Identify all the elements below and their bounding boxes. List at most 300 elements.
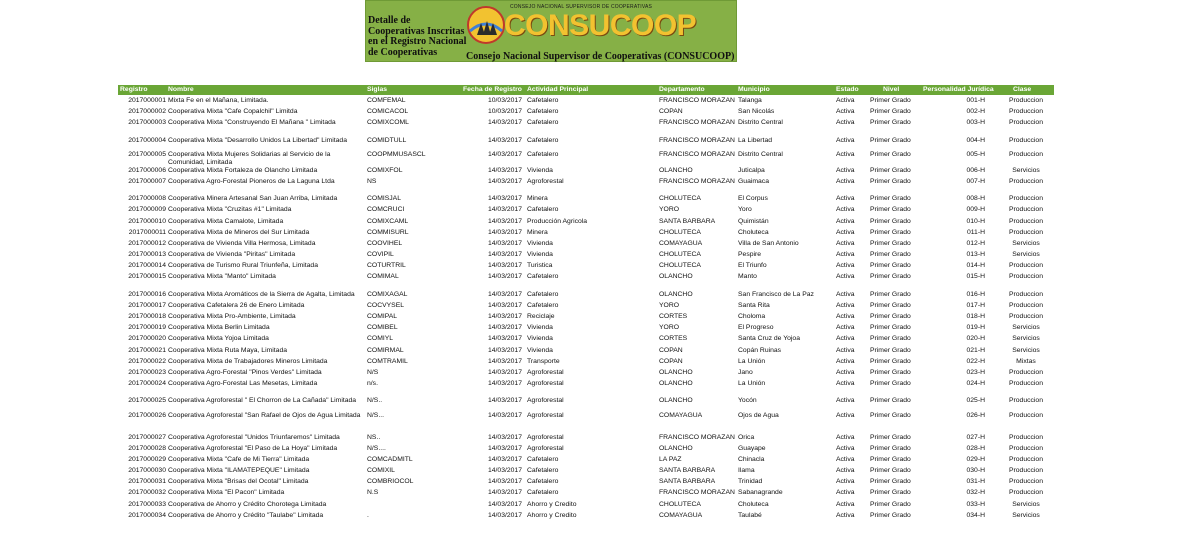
cell-dep: OLANCHO	[659, 444, 693, 452]
cell-niv: Primer Grado	[870, 177, 911, 185]
cooperatives-table	[118, 85, 1054, 521]
cell-per: 014-H	[966, 262, 985, 270]
cell-dep: COPAN	[659, 357, 683, 365]
cell-niv: Primer Grado	[870, 380, 911, 388]
cell-act: Turistica	[527, 262, 553, 270]
cell-dep: YORO	[659, 206, 680, 214]
cell-niv: Primer Grado	[870, 346, 911, 354]
cell-nom: Cooperativa de Ahorro y Crédito "Taulabe" Limitada	[168, 511, 324, 519]
logo-tagline: CONSEJO NACIONAL SUPERVISOR DE COOPERATIVAS	[510, 4, 653, 10]
cell-niv: Primer Grado	[870, 324, 911, 332]
cell-sig: COMIYL	[367, 335, 394, 343]
cell-est: Activa	[836, 251, 855, 259]
cell-fec: 14/03/2017	[487, 150, 522, 158]
cell-mun: Juticalpa	[738, 166, 765, 174]
table-row	[118, 216, 1054, 227]
cell-act: Ahorro y Credito	[527, 511, 577, 519]
cell-cla: Produccion	[1008, 397, 1043, 405]
cell-reg: 2017000005	[128, 150, 166, 158]
table-row	[118, 106, 1054, 117]
cell-niv: Primer Grado	[870, 511, 911, 519]
cell-act: Cafetalero	[527, 290, 559, 298]
cell-niv: Primer Grado	[870, 262, 911, 270]
cell-est: Activa	[836, 346, 855, 354]
cell-niv: Primer Grado	[870, 489, 911, 497]
cell-sig: COMCRUCI	[367, 206, 405, 214]
cell-per: 024-H	[966, 380, 985, 388]
cell-est: Activa	[836, 228, 855, 236]
cell-nom: Cooperativa Mixta de Mineros del Sur Limitada	[168, 228, 310, 236]
cell-fec: 14/03/2017	[487, 136, 522, 144]
cell-mun: Quimistán	[738, 217, 769, 225]
cell-reg: 2017000018	[128, 313, 166, 320]
cell-sig: COMFEMAL	[367, 97, 406, 104]
cell-reg: 2017000022	[128, 357, 166, 365]
cell-per: 030-H	[966, 467, 985, 475]
cell-cla: Produccion	[1008, 433, 1043, 441]
table-row	[118, 311, 1054, 322]
cell-est: Activa	[836, 380, 855, 388]
cell-act: Cafetalero	[527, 119, 559, 127]
cell-sig: COMIXCOML	[367, 119, 409, 127]
cell-reg: 2017000025	[128, 397, 166, 405]
cell-nom: Cooperativa Agroforestal " El Chorron de La Cañada" Limitada	[168, 397, 357, 405]
cell-reg: 2017000011	[128, 228, 166, 236]
cell-reg: 2017000028	[128, 444, 166, 452]
table-body	[118, 95, 1054, 521]
cell-reg: 2017000012	[128, 239, 166, 247]
cell-dep: FRANCISCO MORAZAN	[659, 177, 735, 185]
cell-reg: 2017000033	[128, 500, 166, 508]
cell-per: 007-H	[966, 177, 985, 185]
cell-act: Cafetalero	[527, 455, 559, 463]
cell-mun: La Unión	[738, 380, 766, 388]
cell-niv: Primer Grado	[870, 411, 911, 419]
cell-per: 020-H	[966, 335, 985, 343]
cell-dep: CORTES	[659, 335, 688, 343]
cell-reg: 2017000026	[128, 411, 166, 419]
cell-niv: Primer Grado	[870, 290, 911, 298]
cell-per: 013-H	[966, 251, 985, 259]
cell-sig: COMIDTULL	[367, 136, 407, 144]
cell-sig: COMIRMAL	[367, 346, 404, 354]
report-title: Detalle de Cooperativas Inscritas en el Registro Nacional de Cooperativas	[368, 15, 467, 58]
cell-est: Activa	[836, 217, 855, 225]
cell-mun: La Unión	[738, 357, 766, 365]
cell-cla: Produccion	[1008, 411, 1043, 419]
cell-nom: Cooperativa Agro-Forestal "Pinos Verdes" Limitada	[168, 368, 322, 376]
cell-est: Activa	[836, 301, 855, 309]
cell-reg: 2017000015	[128, 273, 166, 281]
cell-mun: Yoro	[738, 206, 752, 214]
table-row	[118, 356, 1054, 367]
report-banner	[365, 0, 737, 62]
cell-reg: 2017000003	[128, 119, 166, 127]
cell-fec: 14/03/2017	[487, 239, 522, 247]
cell-per: 033-H	[966, 500, 985, 508]
cell-reg: 2017000032	[128, 489, 166, 497]
cell-sig: .	[367, 511, 369, 519]
cell-dep: SANTA BARBARA	[659, 478, 716, 486]
cell-niv: Primer Grado	[870, 228, 911, 236]
cell-fec: 14/03/2017	[487, 301, 522, 309]
cell-fec: 14/03/2017	[487, 433, 522, 441]
cell-mun: Santa Cruz de Yojoa	[738, 335, 800, 343]
cell-sig: COMMISURL	[367, 228, 409, 236]
cell-per: 004-H	[966, 136, 985, 144]
col-actividad: Actividad Principal	[527, 86, 589, 93]
cell-mun: Orica	[738, 433, 755, 441]
cell-fec: 14/03/2017	[487, 489, 522, 497]
cell-fec: 14/03/2017	[487, 478, 522, 486]
table-row	[118, 395, 1054, 406]
cell-reg: 2017000020	[128, 335, 166, 343]
cell-act: Cafetalero	[527, 467, 559, 475]
cell-act: Agroforestal	[527, 411, 564, 419]
cell-nom: Cooperativa Agro-Forestal Las Mesetas, Limitada	[168, 380, 318, 388]
cell-niv: Primer Grado	[870, 206, 911, 214]
cell-nom: Cooperativa Mixta de Trabajadores Mineros Limitada	[168, 357, 328, 365]
cell-mun: San Nicolás	[738, 108, 775, 116]
cell-est: Activa	[836, 273, 855, 281]
cell-fec: 14/03/2017	[487, 313, 522, 320]
cell-nom: Cooperativa Mixta "Cruzitas #1" Limitada	[168, 206, 292, 214]
cell-reg: 2017000006	[128, 166, 166, 174]
table-row	[118, 345, 1054, 356]
cell-mun: Pespire	[738, 251, 762, 259]
col-departamento: Departamento	[659, 86, 705, 93]
cell-cla: Produccion	[1008, 313, 1043, 320]
table-row	[118, 499, 1054, 510]
cell-sig: COCVYSEL	[367, 301, 405, 309]
cell-sig: COMBRIOCOL	[367, 478, 414, 486]
cell-per: 026-H	[966, 411, 985, 419]
cell-est: Activa	[836, 397, 855, 405]
cell-mun: Copán Ruinas	[738, 346, 782, 354]
cell-per: 011-H	[966, 228, 985, 236]
col-clase: Clase	[1013, 86, 1032, 93]
cell-nom: Cooperativa de Vivienda "Piritas" Limitada	[168, 251, 296, 259]
cell-per: 005-H	[966, 150, 985, 158]
cell-sig: NS..	[367, 433, 381, 441]
cell-per: 028-H	[966, 444, 985, 452]
cell-nom: Cooperativa Mixta Mujeres Solidarias al Servicio de la Comunidad, Limitada	[168, 150, 331, 166]
cell-est: Activa	[836, 313, 855, 320]
cell-fec: 14/03/2017	[487, 119, 522, 127]
cell-est: Activa	[836, 335, 855, 343]
cell-act: Agroforestal	[527, 433, 564, 441]
cell-mun: Distrito Central	[738, 119, 783, 127]
cell-dep: LA PAZ	[659, 455, 682, 463]
table-row	[118, 300, 1054, 311]
cell-fec: 10/03/2017	[487, 97, 522, 104]
cell-mun: Ojos de Agua	[738, 411, 779, 419]
cell-niv: Primer Grado	[870, 217, 911, 225]
cell-reg: 2017000023	[128, 368, 166, 376]
cell-reg: 2017000007	[128, 177, 166, 185]
cell-per: 003-H	[966, 119, 985, 127]
cell-nom: Cooperativa Mixta "Manto" Limitada	[168, 273, 276, 281]
cell-cla: Produccion	[1008, 444, 1043, 452]
cell-dep: SANTA BARBARA	[659, 467, 716, 475]
cell-per: 031-H	[966, 478, 985, 486]
cell-reg: 2017000001	[128, 97, 166, 104]
table-row	[118, 227, 1054, 238]
cell-sig: COVIPIL	[367, 251, 394, 259]
cell-dep: FRANCISCO MORAZAN	[659, 136, 735, 144]
cell-cla: Produccion	[1008, 290, 1043, 298]
cell-act: Cafetalero	[527, 273, 559, 281]
cell-est: Activa	[836, 119, 855, 127]
cell-est: Activa	[836, 511, 855, 519]
table-row	[118, 476, 1054, 487]
cell-sig: COMIXFOL	[367, 166, 403, 174]
cell-niv: Primer Grado	[870, 150, 911, 158]
cell-per: 008-H	[966, 195, 985, 203]
cell-cla: Produccion	[1008, 455, 1043, 463]
cell-dep: FRANCISCO MORAZAN	[659, 433, 735, 441]
table-row	[118, 378, 1054, 389]
cell-est: Activa	[836, 357, 855, 365]
cell-cla: Produccion	[1008, 217, 1043, 225]
cell-fec: 14/03/2017	[487, 177, 522, 185]
cell-cla: Produccion	[1008, 489, 1043, 497]
cell-dep: COPAN	[659, 346, 683, 354]
consucoop-logo	[466, 3, 738, 49]
cell-act: Vivienda	[527, 324, 553, 332]
cell-est: Activa	[836, 166, 855, 174]
cell-est: Activa	[836, 444, 855, 452]
cell-niv: Primer Grado	[870, 195, 911, 203]
col-personalidad: Personalidad Jurídica	[923, 86, 994, 93]
cell-est: Activa	[836, 467, 855, 475]
cell-cla: Mixtas	[1016, 357, 1036, 365]
table-row	[118, 204, 1054, 215]
cell-niv: Primer Grado	[870, 368, 911, 376]
cell-act: Cafetalero	[527, 108, 559, 116]
cell-reg: 2017000016	[128, 290, 166, 298]
cell-dep: FRANCISCO MORAZAN	[659, 489, 735, 497]
col-registro: Registro	[120, 86, 148, 93]
cell-nom: Cooperativa Mixta "El Pacon" Limitada	[168, 489, 285, 497]
cell-niv: Primer Grado	[870, 166, 911, 174]
col-nivel: Nivel	[883, 86, 900, 93]
cell-fec: 14/03/2017	[487, 290, 522, 298]
cell-nom: Cooperativa Mixta "Cafe de Mi Tierra" Limitada	[168, 455, 310, 463]
cell-per: 022-H	[966, 357, 985, 365]
cell-act: Vivienda	[527, 251, 553, 259]
cell-mun: Talanga	[738, 97, 762, 104]
cell-nom: Cooperativa Mixta Ruta Maya, Limitada	[168, 346, 287, 354]
cell-act: Vivienda	[527, 346, 553, 354]
cell-niv: Primer Grado	[870, 273, 911, 281]
trees-emblem-icon	[466, 5, 506, 45]
cell-reg: 2017000019	[128, 324, 166, 332]
cell-dep: FRANCISCO MORAZAN	[659, 150, 735, 158]
cell-est: Activa	[836, 206, 855, 214]
table-row	[118, 510, 1054, 521]
cell-per: 017-H	[966, 301, 985, 309]
cell-per: 006-H	[966, 166, 985, 174]
cell-sig: COMIPAL	[367, 313, 398, 320]
cell-nom: Cooperativa de Ahorro y Crédito Chorotega Limitada	[168, 500, 327, 508]
table-row	[118, 249, 1054, 260]
cell-cla: Produccion	[1008, 195, 1043, 203]
cell-fec: 14/03/2017	[487, 251, 522, 259]
col-fecha: Fecha de Registro	[463, 86, 522, 93]
cell-per: 019-H	[966, 324, 985, 332]
cell-act: Cafetalero	[527, 489, 559, 497]
cell-mun: Taulabé	[738, 511, 762, 519]
cell-mun: La Libertad	[738, 136, 773, 144]
cell-fec: 14/03/2017	[487, 335, 522, 343]
cell-est: Activa	[836, 195, 855, 203]
col-siglas: Siglas	[367, 86, 388, 93]
cell-cla: Produccion	[1008, 380, 1043, 388]
cell-act: Agroforestal	[527, 397, 564, 405]
cell-mun: Manto	[738, 273, 757, 281]
table-row	[118, 465, 1054, 476]
cell-fec: 14/03/2017	[487, 195, 522, 203]
cell-act: Cafetalero	[527, 150, 559, 158]
table-row	[118, 260, 1054, 271]
table-row	[118, 289, 1054, 300]
cell-fec: 14/03/2017	[487, 217, 522, 225]
cell-niv: Primer Grado	[870, 335, 911, 343]
cell-fec: 14/03/2017	[487, 166, 522, 174]
cell-cla: Produccion	[1008, 228, 1043, 236]
cell-est: Activa	[836, 262, 855, 270]
cell-cla: Servicios	[1012, 251, 1040, 259]
cell-sig: NS	[367, 177, 377, 185]
cell-cla: Servicios	[1012, 346, 1040, 354]
cell-mun: Distrito Central	[738, 150, 783, 158]
table-row	[118, 117, 1054, 128]
cell-fec: 14/03/2017	[487, 206, 522, 214]
cell-mun: Guayape	[738, 444, 766, 452]
cell-act: Transporte	[527, 357, 560, 365]
cell-nom: Cooperativa Mixta Aromáticos de la Sierra de Agalta, Limitada	[168, 290, 355, 298]
cell-fec: 14/03/2017	[487, 467, 522, 475]
cell-est: Activa	[836, 489, 855, 497]
cell-est: Activa	[836, 433, 855, 441]
cell-act: Vivienda	[527, 166, 553, 174]
cell-sig: COMIBEL	[367, 324, 398, 332]
cell-est: Activa	[836, 239, 855, 247]
cell-act: Minera	[527, 228, 548, 236]
cell-est: Activa	[836, 108, 855, 116]
cell-est: Activa	[836, 97, 855, 104]
table-row	[118, 333, 1054, 344]
cell-reg: 2017000031	[128, 478, 166, 486]
cell-dep: CHOLUTECA	[659, 262, 701, 270]
cell-cla: Produccion	[1008, 108, 1043, 116]
cell-cla: Produccion	[1008, 273, 1043, 281]
cell-per: 002-H	[966, 108, 985, 116]
cell-sig: N/S...	[367, 411, 384, 419]
cell-act: Agroforestal	[527, 177, 564, 185]
cell-dep: CHOLUTECA	[659, 500, 701, 508]
cell-dep: OLANCHO	[659, 290, 693, 298]
cell-act: Agroforestal	[527, 380, 564, 388]
cell-nom: Cooperativa Mixta "Desarrollo Unidos La Libertad" Limitada	[168, 136, 347, 144]
cell-reg: 2017000013	[128, 251, 166, 259]
cell-sig: COMISJAL	[367, 195, 401, 203]
cell-dep: CORTES	[659, 313, 688, 320]
cell-dep: OLANCHO	[659, 166, 693, 174]
cell-sig: COOPMMUSASCL	[367, 150, 426, 158]
cell-dep: COMAYAGUA	[659, 239, 703, 247]
cell-reg: 2017000030	[128, 467, 166, 475]
cell-niv: Primer Grado	[870, 119, 911, 127]
cell-mun: Villa de San Antonio	[738, 239, 799, 247]
cell-dep: COMAYAGUA	[659, 511, 703, 519]
cell-nom: Cooperativa Mixta Fortaleza de Olancho Limitada	[168, 166, 318, 174]
cell-mun: San Francisco de La Paz	[738, 290, 814, 298]
cell-cla: Produccion	[1008, 177, 1043, 185]
cell-per: 001-H	[966, 97, 985, 104]
table-row	[118, 454, 1054, 465]
cell-dep: OLANCHO	[659, 397, 693, 405]
cell-mun: Yocón	[738, 397, 757, 405]
cell-dep: CHOLUTECA	[659, 195, 701, 203]
cell-cla: Produccion	[1008, 119, 1043, 127]
cell-niv: Primer Grado	[870, 136, 911, 144]
cell-cla: Produccion	[1008, 262, 1043, 270]
cell-cla: Servicios	[1012, 239, 1040, 247]
cell-cla: Produccion	[1008, 136, 1043, 144]
cell-cla: Servicios	[1012, 166, 1040, 174]
cell-nom: Cooperativa Agroforestal "El Paso de La Hoya" Limitada	[168, 444, 338, 452]
cell-fec: 10/03/2017	[487, 108, 522, 116]
cell-sig: COMIXIL	[367, 467, 395, 475]
cell-sig: N/S..	[367, 397, 383, 405]
cell-act: Agroforestal	[527, 368, 564, 376]
cell-reg: 2017000017	[128, 301, 166, 309]
cell-nom: Cooperativa Cafetalera 26 de Enero Limitada	[168, 301, 305, 309]
cell-cla: Produccion	[1008, 301, 1043, 309]
cell-mun: Guaimaca	[738, 177, 769, 185]
cell-est: Activa	[836, 177, 855, 185]
cell-dep: YORO	[659, 301, 680, 309]
cell-reg: 2017000029	[128, 455, 166, 463]
cell-mun: Chinacla	[738, 455, 765, 463]
cell-dep: FRANCISCO MORAZAN	[659, 119, 735, 127]
cell-reg: 2017000021	[128, 346, 166, 354]
cell-est: Activa	[836, 500, 855, 508]
cell-reg: 2017000002	[128, 108, 166, 116]
cell-est: Activa	[836, 478, 855, 486]
cell-reg: 2017000009	[128, 206, 166, 214]
cell-sig: COMIMAL	[367, 273, 399, 281]
cell-sig: N/S....	[367, 444, 386, 452]
cell-niv: Primer Grado	[870, 357, 911, 365]
cell-per: 023-H	[966, 368, 985, 376]
cell-act: Cafetalero	[527, 97, 559, 104]
col-nombre: Nombre	[168, 86, 194, 93]
cell-dep: CHOLUTECA	[659, 228, 701, 236]
cell-reg: 2017000008	[128, 195, 166, 203]
cell-dep: OLANCHO	[659, 368, 693, 376]
cell-est: Activa	[836, 136, 855, 144]
cell-fec: 14/03/2017	[487, 357, 522, 365]
cell-act: Vivienda	[527, 335, 553, 343]
cell-per: 027-H	[966, 433, 985, 441]
cell-niv: Primer Grado	[870, 397, 911, 405]
cell-per: 016-H	[966, 290, 985, 298]
cell-niv: Primer Grado	[870, 301, 911, 309]
cell-sig: COOVIHEL	[367, 239, 403, 247]
